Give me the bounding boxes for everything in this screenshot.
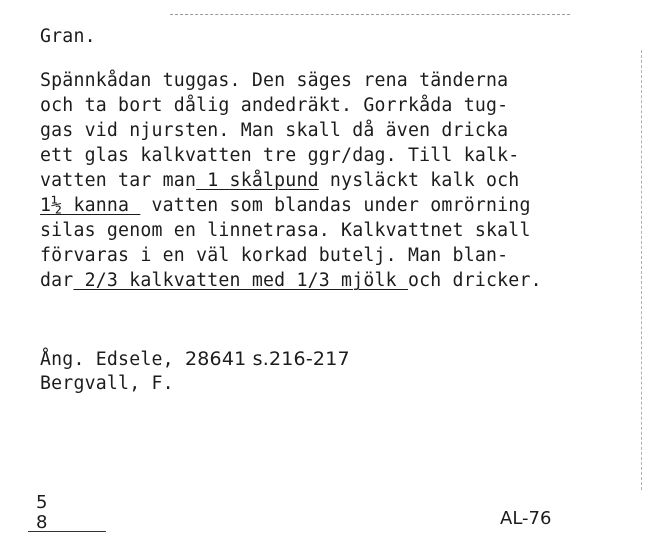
body-line-7: silas genom en linnetrasa. Kalkvattnet skall — [40, 220, 531, 241]
body-line-1: Spännkådan tuggas. Den säges rena tänderna — [40, 70, 509, 91]
body-line-9-end: och dricker. — [407, 270, 542, 291]
source-page-ref: s.216-217 — [246, 348, 350, 370]
source-line — [40, 348, 350, 371]
body-line-5-end: nysläckt kalk och — [318, 170, 520, 191]
body-line-6-end: vatten som blandas under omrörning — [140, 195, 531, 216]
body-line-9-start: dar — [40, 270, 74, 291]
corner-number-top: 5 — [36, 492, 48, 513]
card-right-edge — [641, 50, 642, 490]
handwritten-quantity-skalpund: 1 skålpund — [196, 170, 319, 191]
corner-rule — [28, 531, 106, 532]
body-line-5 — [40, 170, 519, 192]
body-line-2: och ta bort dålig andedräkt. Gorrkåda tug- — [40, 95, 509, 116]
body-line-5-start: vatten tar man — [40, 170, 197, 191]
card-heading: Gran. — [40, 26, 96, 47]
informant-line: Bergvall, F. — [40, 373, 174, 394]
body-line-3: gas vid njursten. Man skall då även dricka — [40, 120, 509, 141]
handwritten-mixing-ratio: 2/3 kalkvatten med 1/3 mjölk — [73, 270, 408, 291]
card-top-edge — [170, 14, 570, 15]
handwritten-quantity-kanna: 1½ kanna — [40, 195, 141, 216]
body-line-6 — [40, 195, 531, 217]
source-number: 28641 — [184, 348, 247, 370]
source-place: Ång. Edsele, — [40, 349, 185, 370]
body-line-8: förvaras i en väl korkad butelj. Man blan- — [40, 245, 509, 266]
body-line-4: ett glas kalkvatten tre ggr/dag. Till kalk- — [40, 145, 520, 166]
catalog-id: AL-76 — [500, 508, 552, 529]
corner-number-bottom: 8 — [36, 512, 48, 533]
body-line-9 — [40, 270, 542, 292]
